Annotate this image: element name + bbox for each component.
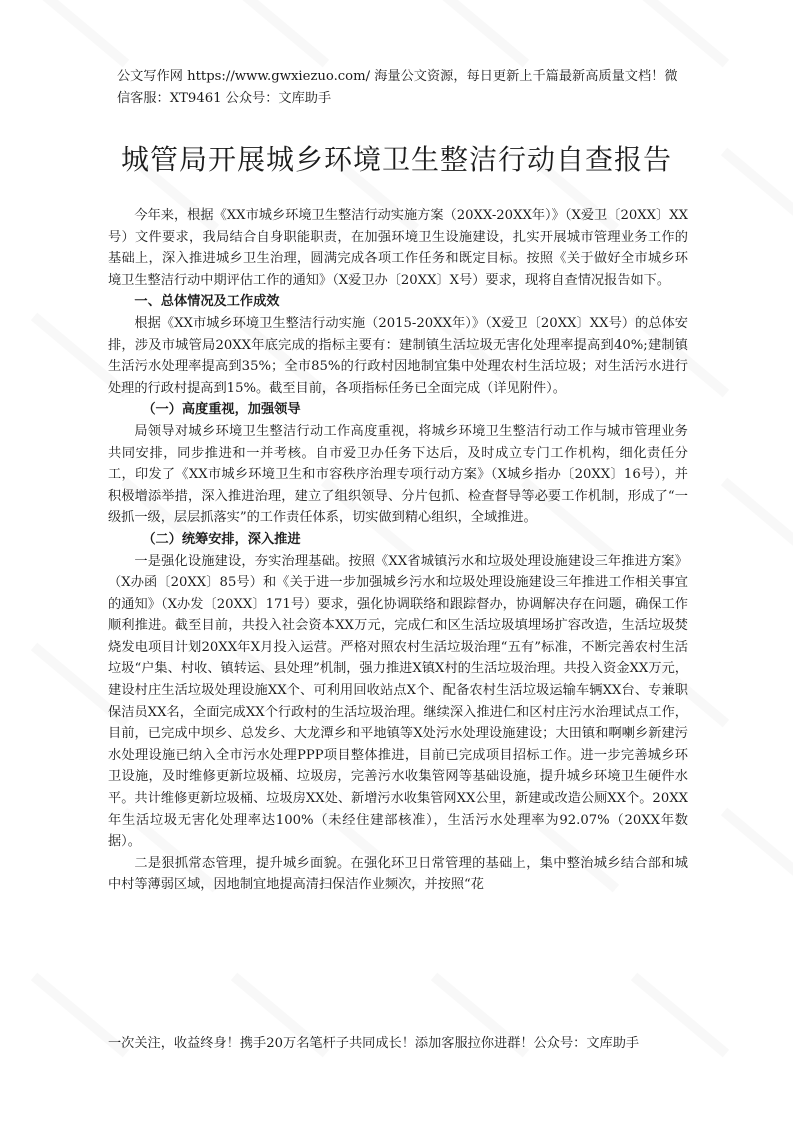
document-title: 城管局开展城乡环境卫生整洁行动自查报告 <box>120 143 672 176</box>
header-promo-text: 公文写作网 https://www.gwxiezuo.com/ 海量公文资源，每日更新上千篇最新高质量文档！微信客服：XT9461 公众号：文库助手 <box>117 69 678 106</box>
watermark-stripe <box>721 808 793 893</box>
subsection-heading-1: （一）高度重视，加强领导 <box>142 402 301 418</box>
watermark-stripe <box>631 0 729 67</box>
paragraph-management: 二是狠抓常态管理，提升城乡面貌。在强化环卫日常管理的基础上，集中整治城乡结合部和城中村等薄弱区域，因地制宜地提高清扫保洁作业频次，并按照“花 <box>108 855 688 893</box>
section-heading-1: 一、总体情况及工作成效 <box>134 294 280 310</box>
paragraph-leadership: 局领导对城乡环境卫生整洁行动工作高度重视，将城乡环境卫生整洁行动工作与城市管理业务共同安排，同步推进和一并考核。自市爱卫办任务下达后，及时成立专门工作机构，细化责任分工，印发了《XX市城乡环境卫生和市容秩序治理专项行动方案》（X城乡指办〔20XX〕16号），并积极增添举措，深入推进治理，建立了组织领导、分片包抓、检查督导等必要工作机制，形成了“一级抓一级，层层抓落实”的工作责任体系，切实做到精心组织，全域推进。 <box>108 423 688 526</box>
watermark-stripe <box>231 0 329 67</box>
footer-promo-text: 一次关注，收益终身！携手20万名笔杆子共同成长！添加客服拉你进群！公众号：文库助手 <box>108 1036 640 1051</box>
watermark-stripe <box>31 0 129 67</box>
paragraph-facilities: 一是强化设施建设，夯实治理基础。按照《XX省城镇污水和垃圾处理设施建设三年推进方案》（X办函〔20XX〕85号）和《关于进一步加强城乡污水和垃圾处理设施建设三年推进工作相关事宜的通知》（X办发〔20XX〕171号）要求，强化协调联络和跟踪督办，协调解决存在问题，确保工作顺利推进。截至目前，共投入社会资本XX万元，完成仁和区生活垃圾填埋场扩容改造，生活垃圾焚烧发电项目计划20XX年X月投入运营。严格对照农村生活垃圾治理“五有”标准，不断完善农村生活垃圾“户集、村收、镇转运、县处理”机制，强力推进X镇X村的生活垃圾治理。共投入资金XX万元，建设村庄生活垃圾处理设施XX个、可利用回收站点X个、配备农村生活垃圾运输车辆XX台、专兼职保洁员XX名，全面完成XX个行政村的生活垃圾治理。继续深入推进仁和区村庄污水治理试点工作，目前，已完成中坝乡、总发乡、大龙潭乡和平地镇等X处污水处理设施建设；大田镇和啊喇乡新建污水处理设施已纳入全市污水处理PPP项目整体推进，目前已完成项目招标工作。进一步完善城乡环卫设施，及时维修更新垃圾桶、垃圾房，完善污水收集管网等基础设施，提升城乡环境卫生硬件水平。共计维修更新垃圾桶、垃圾房XX处、新增污水收集管网XX公里，新建或改造公厕XX个。20XX年生活垃圾无害化处理率达100%（未经住建部核准），生活污水处理率为92.07%（20XX年数据）。 <box>108 553 688 850</box>
watermark-stripe <box>721 478 793 563</box>
paragraph-overview: 根据《XX市城乡环境卫生整洁行动实施（2015-20XX年）》（X爱卫〔20XX〕XX号）的总体安排，涉及市城管局20XX年底完成的指标主要有：建制镇生活垃圾无害化处理率提高到40%;建制镇生活污水处理率提高到35%；全市85%的行政村因地制宜集中处理农村生活垃圾；对生活污水进行处理的行政村提高到15%。截至目前，各项指标任务已全面完成（详见附件）。 <box>108 315 688 396</box>
document-body <box>108 205 688 896</box>
paragraph-intro: 今年来，根据《XX市城乡环境卫生整洁行动实施方案（20XX-20XX年）》（X爱卫〔20XX〕XX号）文件要求，我局结合自身职能职责，在加强环境卫生设施建设，扎实开展城市管理业务工作的基础上，深入推进城乡卫生治理，圆满完成各项工作任务和既定目标。按照《关于做好全市城乡环境卫生整洁行动中期评估工作的通知》（X爱卫办〔20XX〕X号）要求，现将自查情况报告如下。 <box>108 208 688 288</box>
watermark-stripe <box>431 0 529 67</box>
subsection-heading-2: （二）统筹安排，深入推进 <box>142 531 301 547</box>
